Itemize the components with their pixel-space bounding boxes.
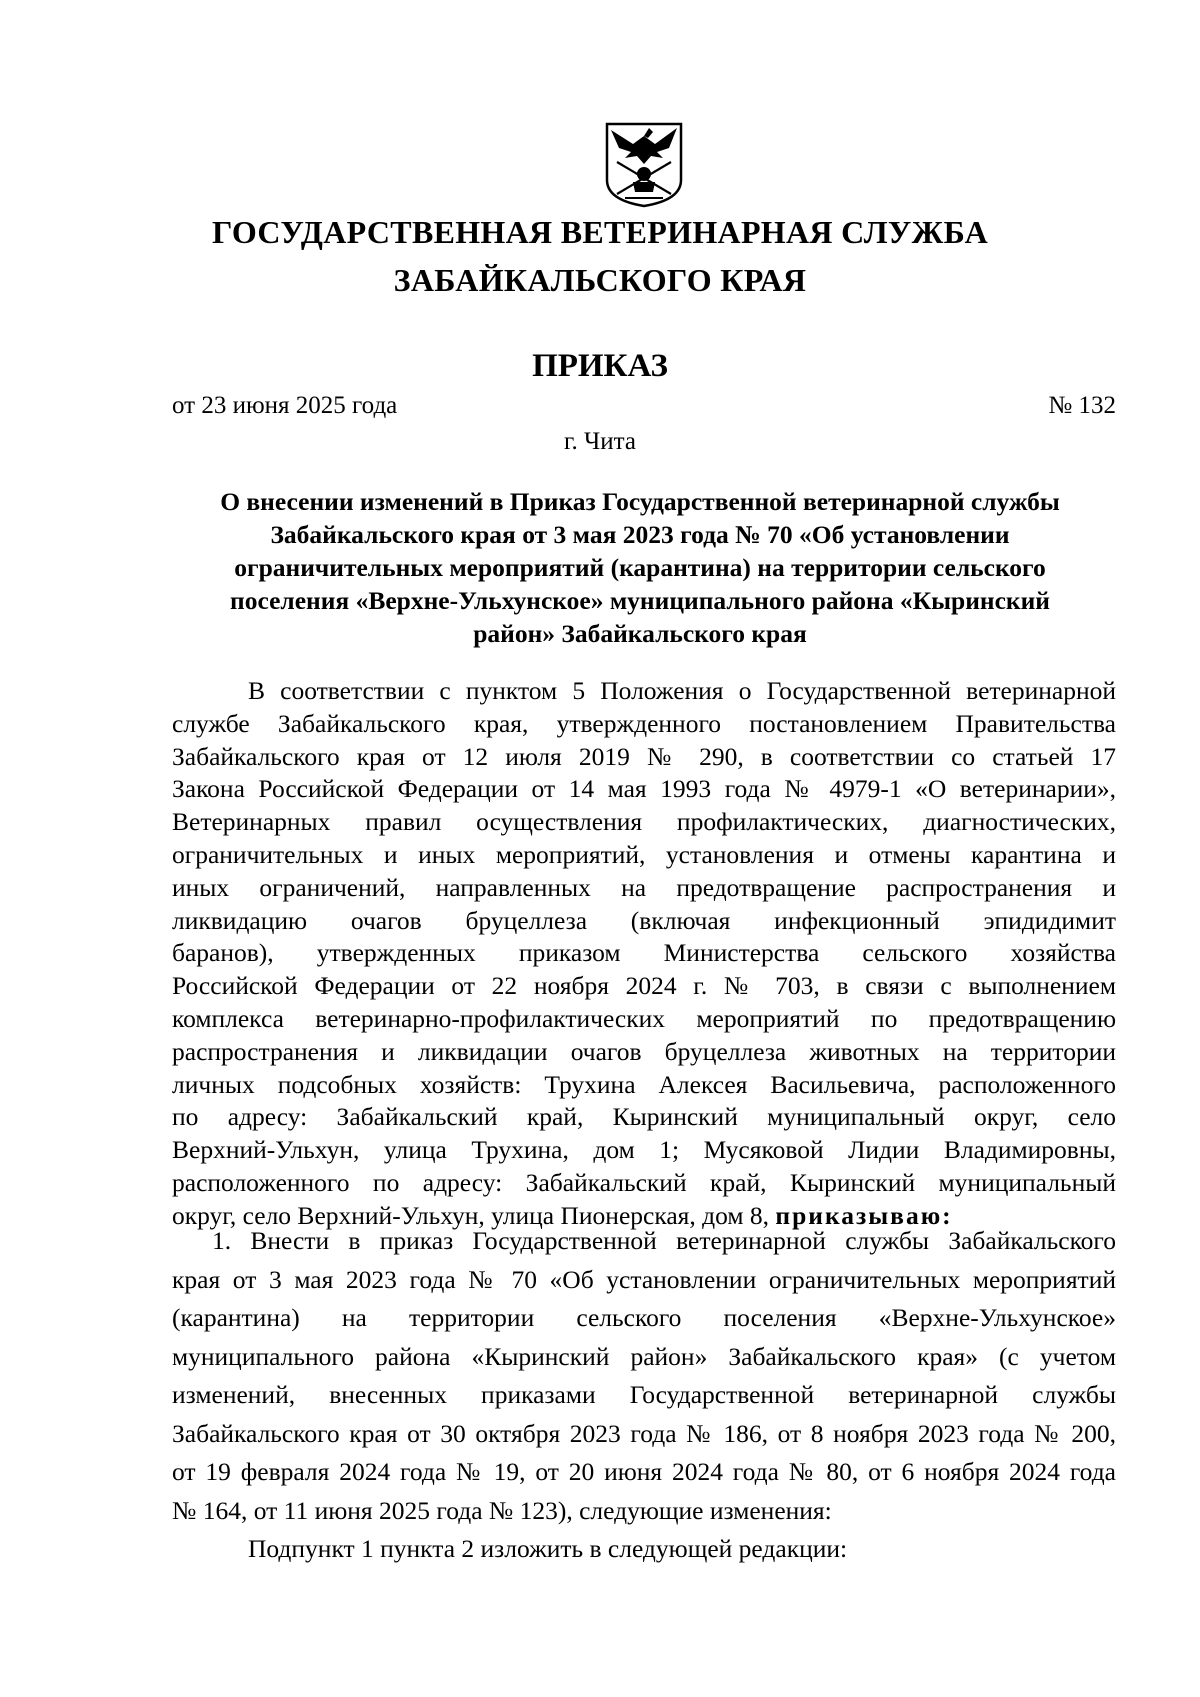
coat-of-arms-icon [603,122,685,208]
text-line: по адресу: Забайкальский край, Кыринский муниципальный округ, село [172,1102,1116,1132]
text-line: распространения и ликвидации очагов бруцеллеза животных на территории [172,1036,1116,1066]
order-city: г. Чита [564,428,636,455]
document-type: ПРИКАЗ [532,348,668,384]
preamble-paragraph [172,675,1116,1233]
text-line: 1. Внести в приказ Государственной ветеринарной службы Забайкальского [212,1226,1116,1255]
item-1-paragraph [172,1222,1116,1569]
text-line: Забайкальского края от 12 июля 2019 № 290, в соответствии со статьей 17 [172,741,1116,771]
text-line: иных ограничений, направленных на предотвращение распространения и [172,872,1116,902]
title-line: О внесении изменений в Приказ Государственной ветеринарной службы [220,487,1060,516]
organization-name-line-1: ГОСУДАРСТВЕННАЯ ВЕТЕРИНАРНАЯ СЛУЖБА [211,214,989,250]
text-line: ограничительных и иных мероприятий, установления и отмены карантина и [172,839,1116,869]
order-title [160,485,1120,650]
text-line: Ветеринарных правил осуществления профилактических, диагностических, [172,807,1116,837]
subitem-line: Подпункт 1 пункта 2 изложить в следующей редакции: [248,1534,848,1563]
text-line: ликвидацию очагов бруцеллеза (включая инфекционный эпидидимит [172,905,1116,935]
text-line: В соответствии с пунктом 5 Положения о Государственной ветеринарной [248,676,1116,705]
text-line: расположенного по адресу: Забайкальский край, Кыринский муниципальный [172,1167,1116,1197]
text-line: комплекса ветеринарно-профилактических мероприятий по предотвращению [172,1003,1116,1033]
text-line: Закона Российской Федерации от 14 мая 1993 года № 4979-1 «О ветеринарии», [172,774,1116,804]
text-line: (карантина) на территории сельского поселения «Верхне-Ульхунское» [172,1303,1116,1332]
title-line: Забайкальского края от 3 мая 2023 года № 70 «Об установлении [270,520,1010,549]
text-line: службе Забайкальского края, утвержденного постановлением Правительства [172,708,1116,738]
order-date: от 23 июня 2025 года [172,392,398,419]
text-line: от 19 февраля 2024 года № 19, от 20 июня 2024 года № 80, от 6 ноября 2024 года [172,1457,1116,1486]
text-line: Российской Федерации от 22 ноября 2024 г. № 703, в связи с выполнением [172,971,1116,1001]
title-line: поселения «Верхне-Ульхунское» муниципального района «Кыринский [230,586,1050,615]
text-line: № 164, от 11 июня 2025 года № 123), следующие изменения: [172,1495,832,1525]
text-line-content: округ, село Верхний-Ульхун, улица Пионерская, дом 8, [172,1200,776,1230]
text-line: баранов), утвержденных приказом Министерства сельского хозяйства [172,938,1116,968]
text-line: личных подсобных хозяйств: Трухина Алексея Васильевича, расположенного [172,1069,1116,1099]
text-line: изменений, внесенных приказами Государственной ветеринарной службы [172,1380,1116,1409]
text-line: Верхний-Ульхун, улица Трухина, дом 1; Мусяковой Лидии Владимировны, [172,1135,1116,1165]
title-line: ограничительных мероприятий (карантина) на территории сельского [234,553,1046,582]
organization-name-line-2: ЗАБАЙКАЛЬСКОГО КРАЯ [393,262,807,298]
order-word: приказываю: [775,1200,953,1230]
text-line: муниципального района «Кыринский район» Забайкальского края» (с учетом [172,1341,1116,1371]
order-number: № 132 [1048,392,1116,419]
text-line: края от 3 мая 2023 года № 70 «Об установлении ограничительных мероприятий [172,1264,1116,1294]
text-line: Забайкальского края от 30 октября 2023 года № 186, от 8 ноября 2023 года № 200, [172,1418,1116,1448]
title-line: район» Забайкальского края [473,619,807,648]
